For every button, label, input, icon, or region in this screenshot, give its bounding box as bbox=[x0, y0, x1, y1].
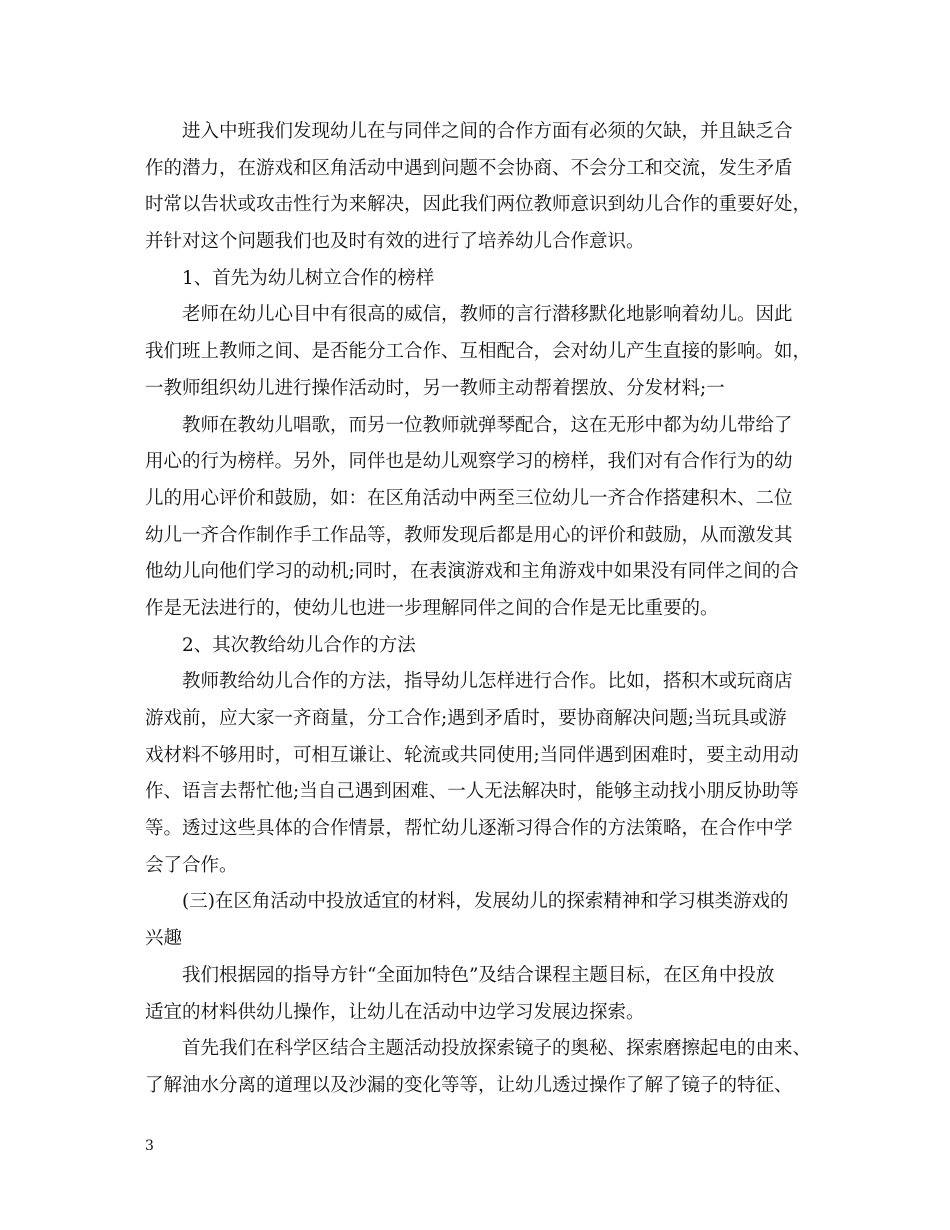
text-line: 作是无法进行的，使幼儿也进一步理解同伴之间的合作是无比重要的。 bbox=[145, 597, 719, 619]
text-line: 作、语言去帮忙他;当自己遇到困难、一人无法解决时，能够主动找小朋反协助等 bbox=[145, 781, 799, 803]
text-line: 适宜的材料供幼儿操作，让幼儿在活动中边学习发展边探索。 bbox=[145, 1001, 645, 1023]
text-line: 游戏前，应大家一齐商量，分工合作;遇到矛盾时，要协商解决问题;当玩具或游 bbox=[145, 708, 787, 729]
text-line: 戏材料不够用时，可相互谦让、轮流或共同使用;当同伴遇到困难时，要主动用动 bbox=[145, 744, 799, 766]
text-line: 作的潜力，在游戏和区角活动中遇到问题不会协商、不会分工和交流，发生矛盾 bbox=[145, 157, 793, 179]
text-line: 用心的行为榜样。另外，同伴也是幼儿观察学习的榜样，我们对有合作行为的幼 bbox=[145, 451, 793, 473]
text-line: 我们根据园的指导方针“全面加特色”及结合课程主题目标，在区角中投放 bbox=[182, 964, 775, 986]
text-line: 进入中班我们发现幼儿在与同伴之间的合作方面有必须的欠缺，并且缺乏合 bbox=[182, 121, 793, 142]
text-line: 他幼儿向他们学习的动机;同时，在表演游戏和主角游戏中如果没有同伴之间的合 bbox=[145, 561, 799, 583]
document-body bbox=[145, 114, 812, 1105]
text-line: 时常以告状或攻击性行为来解决，因此我们两位教师意识到幼儿合作的重要好处， bbox=[145, 194, 812, 216]
text-line: 一教师组织幼儿进行操作活动时，另一教师主动帮着摆放、分发材料;一 bbox=[145, 377, 725, 399]
text-line: 我们班上教师之间、是否能分工合作、互相配合，会对幼儿产生直接的影响。如， bbox=[145, 341, 812, 363]
text-line: 会了合作。 bbox=[145, 854, 238, 876]
text-line: 首先我们在科学区结合主题活动投放探索镜子的奥秘、探索磨擦起电的由来、 bbox=[182, 1038, 812, 1060]
text-line: 兴趣 bbox=[145, 928, 183, 950]
text-line: 儿的用心评价和鼓励，如：在区角活动中两至三位幼儿一齐合作搭建积木、二位 bbox=[145, 487, 793, 509]
text-line: 幼儿一齐合作制作手工作品等，教师发现后都是用心的评价和鼓励，从而激发其 bbox=[145, 524, 793, 546]
text-line: 等。透过这些具体的合作情景，帮忙幼儿逐渐习得合作的方法策略，在合作中学 bbox=[145, 818, 793, 840]
text-line: 教师在教幼儿唱歌，而另一位教师就弹琴配合，这在无形中都为幼儿带给了 bbox=[182, 414, 793, 436]
text-line: (三)在区角活动中投放适宜的材料，发展幼儿的探索精神和学习棋类游戏的 bbox=[182, 891, 789, 913]
page-number: 3 bbox=[145, 1138, 154, 1154]
text-line: 2、其次教给幼儿合作的方法 bbox=[182, 634, 416, 656]
text-line: 并针对这个问题我们也及时有效的进行了培养幼儿合作意识。 bbox=[145, 231, 645, 253]
text-line: 教师教给幼儿合作的方法，指导幼儿怎样进行合作。比如，搭积木或玩商店 bbox=[182, 671, 793, 693]
text-line: 了解油水分离的道理以及沙漏的变化等等，让幼儿透过操作了解了镜子的特征、 bbox=[145, 1074, 793, 1096]
text-line: 老师在幼儿心目中有很高的威信，教师的言行潜移默化地影响着幼儿。因此 bbox=[182, 304, 793, 326]
text-line: 1、首先为幼儿树立合作的榜样 bbox=[182, 267, 435, 289]
